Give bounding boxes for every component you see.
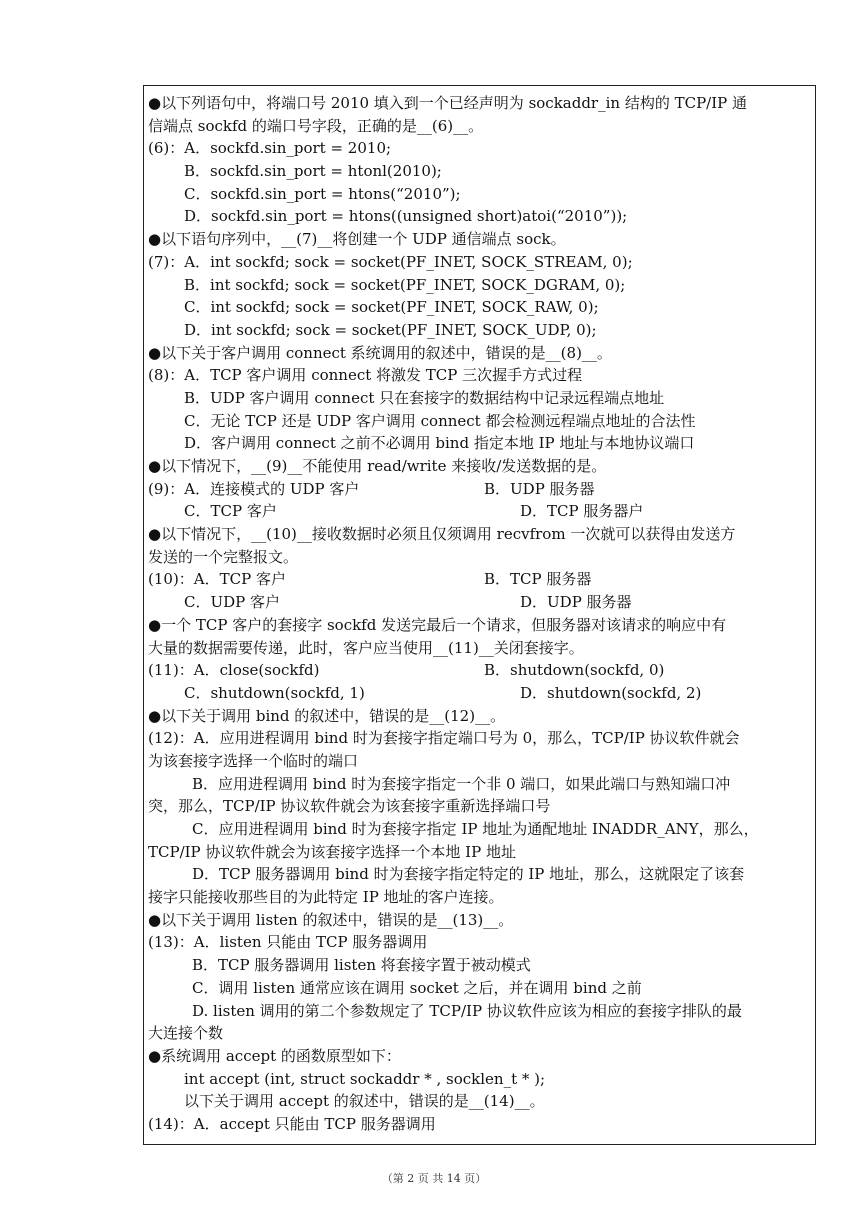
option-right: D．TCP 服务器户: [520, 502, 644, 521]
text-line: D. listen 调用的第二个参数规定了 TCP/IP 协议软件应该为相应的套接字排队的最: [192, 1001, 742, 1020]
text-line: D．sockfd.sin_port = htons((unsigned short)atoi(“2010”));: [184, 207, 628, 226]
page-footer: （第 2 页 共 14 页）: [381, 1172, 487, 1185]
questions-6-to-9: [148, 92, 812, 478]
text-line: B．sockfd.sin_port = htonl(2010);: [184, 162, 442, 181]
text-line: (8)：A．TCP 客户调用 connect 将激发 TCP 三次握手方式过程: [148, 366, 583, 385]
options-question-10: [148, 568, 812, 613]
text-line: ●以下列语句中，将端口号 2010 填入到一个已经声明为 sockaddr_in 结构的 TCP/IP 通: [148, 94, 748, 112]
questions-12-to-14: [148, 705, 812, 1136]
text-line: (12)：A．应用进程调用 bind 时为套接字指定端口号为 0，那么，TCP/IP 协议软件就会: [148, 729, 740, 748]
option-right: B．TCP 服务器: [484, 570, 592, 589]
text-line: (7)：A．int sockfd; sock = socket(PF_INET, SOCK_STREAM, 0);: [148, 252, 633, 271]
question-11-stem: [148, 614, 812, 659]
option-left: (11)：A．close(sockfd): [148, 661, 320, 680]
option-left: C．shutdown(sockfd, 1): [184, 683, 365, 702]
text-line: 以下关于调用 accept 的叙述中，错误的是__(14)__。: [184, 1092, 545, 1111]
option-row: [148, 568, 812, 591]
text-line: 大量的数据需要传递，此时，客户应当使用__(11)__关闭套接字。: [148, 638, 584, 657]
option-row: [148, 659, 812, 682]
text-line: ●以下语句序列中，__(7)__将创建一个 UDP 通信端点 sock。: [148, 230, 566, 249]
text-line: 接字只能接收那些目的为此特定 IP 地址的客户连接。: [148, 888, 504, 907]
text-line: D．TCP 服务器调用 bind 时为套接字指定特定的 IP 地址，那么，这就限定了该套: [192, 865, 745, 884]
text-line: (13)：A．listen 只能由 TCP 服务器调用: [148, 933, 428, 952]
option-left: C．TCP 客户: [184, 502, 277, 521]
text-line: ●以下关于客户调用 connect 系统调用的叙述中，错误的是__(8)__。: [148, 343, 612, 362]
question-10-stem: [148, 523, 812, 568]
option-row: [148, 500, 812, 523]
text-line: ●系统调用 accept 的函数原型如下：: [148, 1046, 401, 1065]
option-left: (9)：A．连接模式的 UDP 客户: [148, 479, 360, 498]
text-line: C．sockfd.sin_port = htons(“2010”);: [184, 184, 461, 203]
text-line: C．无论 TCP 还是 UDP 客户调用 connect 都会检测远程端点地址的合法性: [184, 411, 696, 430]
text-line: 为该套接字选择一个临时的端口: [148, 751, 359, 770]
text-line: C．应用进程调用 bind 时为套接字指定 IP 地址为通配地址 INADDR_ANY，那么，: [192, 820, 759, 838]
option-right: B．shutdown(sockfd, 0): [484, 661, 665, 680]
text-line: ●以下情况下，__(9)__不能使用 read/write 来接收/发送数据的是。: [148, 457, 607, 475]
option-left: (10)：A．TCP 客户: [148, 570, 286, 589]
text-line: (14)：A．accept 只能由 TCP 服务器调用: [148, 1114, 436, 1133]
text-line: ●以下关于调用 bind 的叙述中，错误的是__(12)__。: [148, 706, 506, 725]
text-line: B．应用进程调用 bind 时为套接字指定一个非 0 端口，如果此端口与熟知端口冲: [192, 774, 731, 793]
text-line: B．int sockfd; sock = socket(PF_INET, SOCK_DGRAM, 0);: [184, 275, 626, 294]
text-line: D．int sockfd; sock = socket(PF_INET, SOCK_UDP, 0);: [184, 320, 597, 339]
text-line: ●以下情况下，__(10)__接收数据时必须且仅须调用 recvfrom 一次就可以获得由发送方: [148, 525, 736, 544]
options-question-11: [148, 659, 812, 704]
text-line: ●一个 TCP 客户的套接字 sockfd 发送完最后一个请求，但服务器对该请求的响应中有: [148, 615, 727, 634]
option-row: [148, 478, 812, 501]
option-left: C．UDP 客户: [184, 593, 281, 612]
option-right: B．UDP 服务器: [484, 479, 595, 498]
option-row: [148, 591, 812, 614]
text-line: C．int sockfd; sock = socket(PF_INET, SOCK_RAW, 0);: [184, 298, 599, 317]
text-line: TCP/IP 协议软件就会为该套接字选择一个本地 IP 地址: [148, 842, 516, 861]
option-right: D．UDP 服务器: [520, 593, 632, 612]
text-line: 突，那么，TCP/IP 协议软件就会为该套接字重新选择端口号: [148, 797, 551, 816]
text-line: 大连接个数: [148, 1024, 224, 1043]
text-line: D．客户调用 connect 之前不必调用 bind 指定本地 IP 地址与本地协议端口: [184, 434, 695, 453]
text-line: B．TCP 服务器调用 listen 将套接字置于被动模式: [192, 956, 531, 975]
text-line: B．UDP 客户调用 connect 只在套接字的数据结构中记录远程端点地址: [184, 388, 665, 407]
text-line: C．调用 listen 通常应该在调用 socket 之后，并在调用 bind 之前: [192, 978, 642, 997]
text-line: (6)：A．sockfd.sin_port = 2010;: [148, 139, 392, 158]
text-line: 发送的一个完整报文。: [148, 547, 299, 566]
options-question-9: [148, 478, 812, 523]
text-line: 信端点 sockfd 的端口号字段，正确的是__(6)__。: [148, 116, 484, 135]
question-content: [148, 92, 812, 1136]
option-row: [148, 682, 812, 705]
text-line: ●以下关于调用 listen 的叙述中，错误的是__(13)__。: [148, 910, 514, 929]
option-right: D．shutdown(sockfd, 2): [520, 683, 702, 702]
text-line: int accept (int, struct sockaddr * , socklen_t * );: [184, 1069, 546, 1088]
